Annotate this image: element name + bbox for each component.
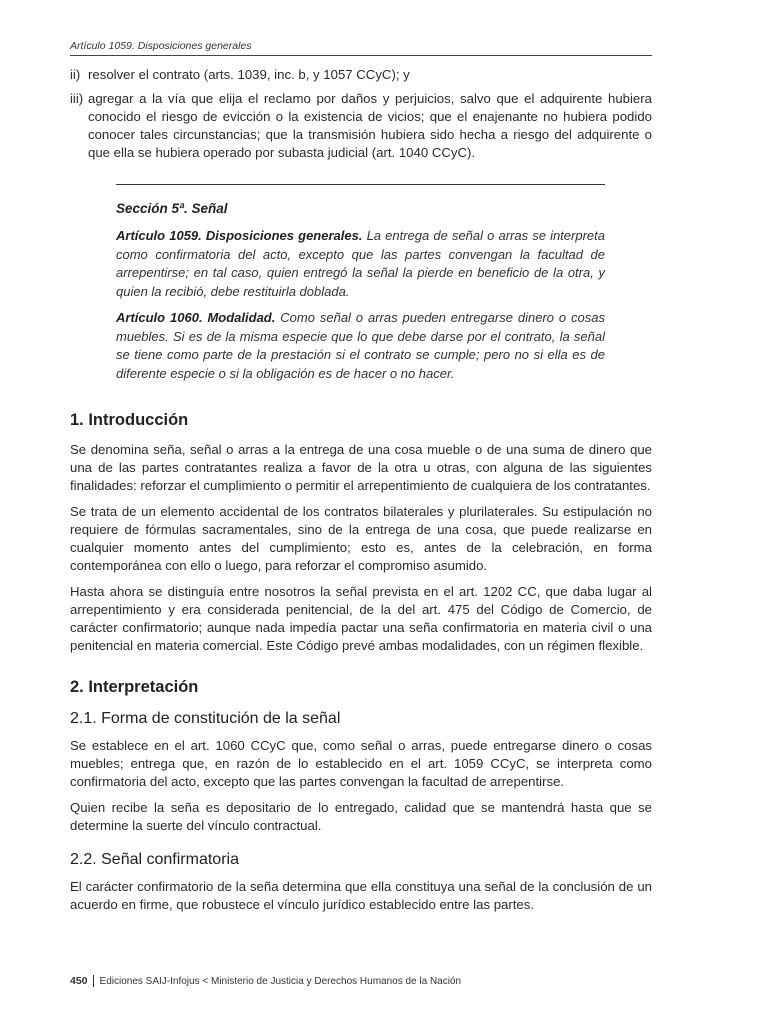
subsection-2-2-heading: 2.2. Señal confirmatoria	[70, 851, 239, 868]
intro-heading: 1. Introducción	[70, 411, 189, 429]
article-1059-text: La entrega de señal o arras se interpreta como confirmatoria del acto, excepto que las partes convengan la facultad de arrepentirse; en tal caso, quien entregó la señal la pierde en beneficio de la otra, y quien la recibió, debe restituirla doblada.	[116, 228, 605, 299]
running-header: Artículo 1059. Disposiciones generales	[70, 40, 652, 56]
section-title: Sección 5ª. Señal	[116, 201, 228, 216]
ordered-list	[70, 66, 652, 168]
article-1059	[116, 227, 605, 301]
article-1060	[116, 309, 605, 383]
intro-paragraph: Se denomina seña, señal o arras a la entrega de una cosa mueble o de una suma de dinero que una de las partes contratantes realiza a favor de la otra u otras, con alguna de las siguientes finalidades: reforzar el cumplimiento o permitir el arrepentimiento de cualquiera de los contratantes.	[70, 442, 652, 493]
list-item	[70, 66, 652, 84]
subsection-2-1-heading: 2.1. Forma de constitución de la señal	[70, 710, 341, 727]
subsection-2-1-paragraph: Se establece en el art. 1060 CCyC que, como señal o arras, puede entregarse dinero o cosas muebles; entrega que, en razón de lo establecido en el art. 1059 CCyC, se interpreta como confirmatoria del acto, excepto que las partes convengan la facultad de arrepentirse.	[70, 738, 652, 789]
article-1059-heading: Artículo 1059. Disposiciones generales.	[116, 228, 363, 243]
page-number: 450	[70, 975, 94, 987]
subsection-2-1-paragraph: Quien recibe la seña es depositario de lo entregado, calidad que se mantendrá hasta que se determine la suerte del vínculo contractual.	[70, 800, 652, 833]
list-item-text: agregar a la vía que elija el reclamo por daños y perjuicios, salvo que el adquirente hubiera conocido el riesgo de evicción o la existencia de vicios; que el enajenante no hubiera podido conocer tales circunstancias; que la transmisión hubiera sido hecha a riesgo del adquirente o que ella se hubiera operado por subasta judicial (art. 1040 CCyC).	[88, 91, 652, 160]
main-content	[70, 408, 652, 922]
page-footer	[70, 975, 461, 987]
list-item-text: resolver el contrato (arts. 1039, inc. b, y 1057 CCyC); y	[88, 67, 410, 82]
intro-paragraph: Hasta ahora se distinguía entre nosotros la señal prevista en el art. 1202 CC, que daba lugar al arrepentimiento y era considerada penitencial, de la del art. 475 del Código de Comercio, de carácter confirmatorio; aunque nada impedía pactar una seña confirmatoria en materia civil o una penitencial en materia comercial. Este Código prevé ambas modalidades, con un régimen flexible.	[70, 584, 652, 653]
list-item	[70, 90, 652, 162]
subsection-2-2-paragraph: El carácter confirmatorio de la seña determina que ella constituya una señal de la conclusión de un acuerdo en firme, que robustece el vínculo jurídico establecido entre las partes.	[70, 879, 652, 912]
list-marker: ii)	[70, 67, 81, 82]
footer-publisher: Ediciones SAIJ-Infojus < Ministerio de Justicia y Derechos Humanos de la Nación	[99, 975, 462, 987]
article-1060-heading: Artículo 1060. Modalidad.	[116, 310, 276, 325]
code-section-box	[116, 184, 605, 391]
list-marker: iii)	[70, 91, 84, 106]
intro-paragraph: Se trata de un elemento accidental de los contratos bilaterales y plurilaterales. Su estipulación no requiere de fórmulas sacramentales, sino de la entrega de una cosa, que puede realizarse en cualquier momento antes del cumplimiento; esto es, antes de la celebración, en forma contemporánea con ello o luego, para reforzar el compromiso asumido.	[70, 504, 652, 573]
interpretacion-heading: 2. Interpretación	[70, 678, 199, 696]
article-1060-text: Como señal o arras pueden entregarse dinero o cosas muebles. Si es de la misma especie que lo que debe darse por el contrato, la señal se tiene como parte de la prestación si el contrato se cumple; pero no si ella es de diferente especie o si la obligación es de hacer o no hacer.	[116, 310, 605, 381]
